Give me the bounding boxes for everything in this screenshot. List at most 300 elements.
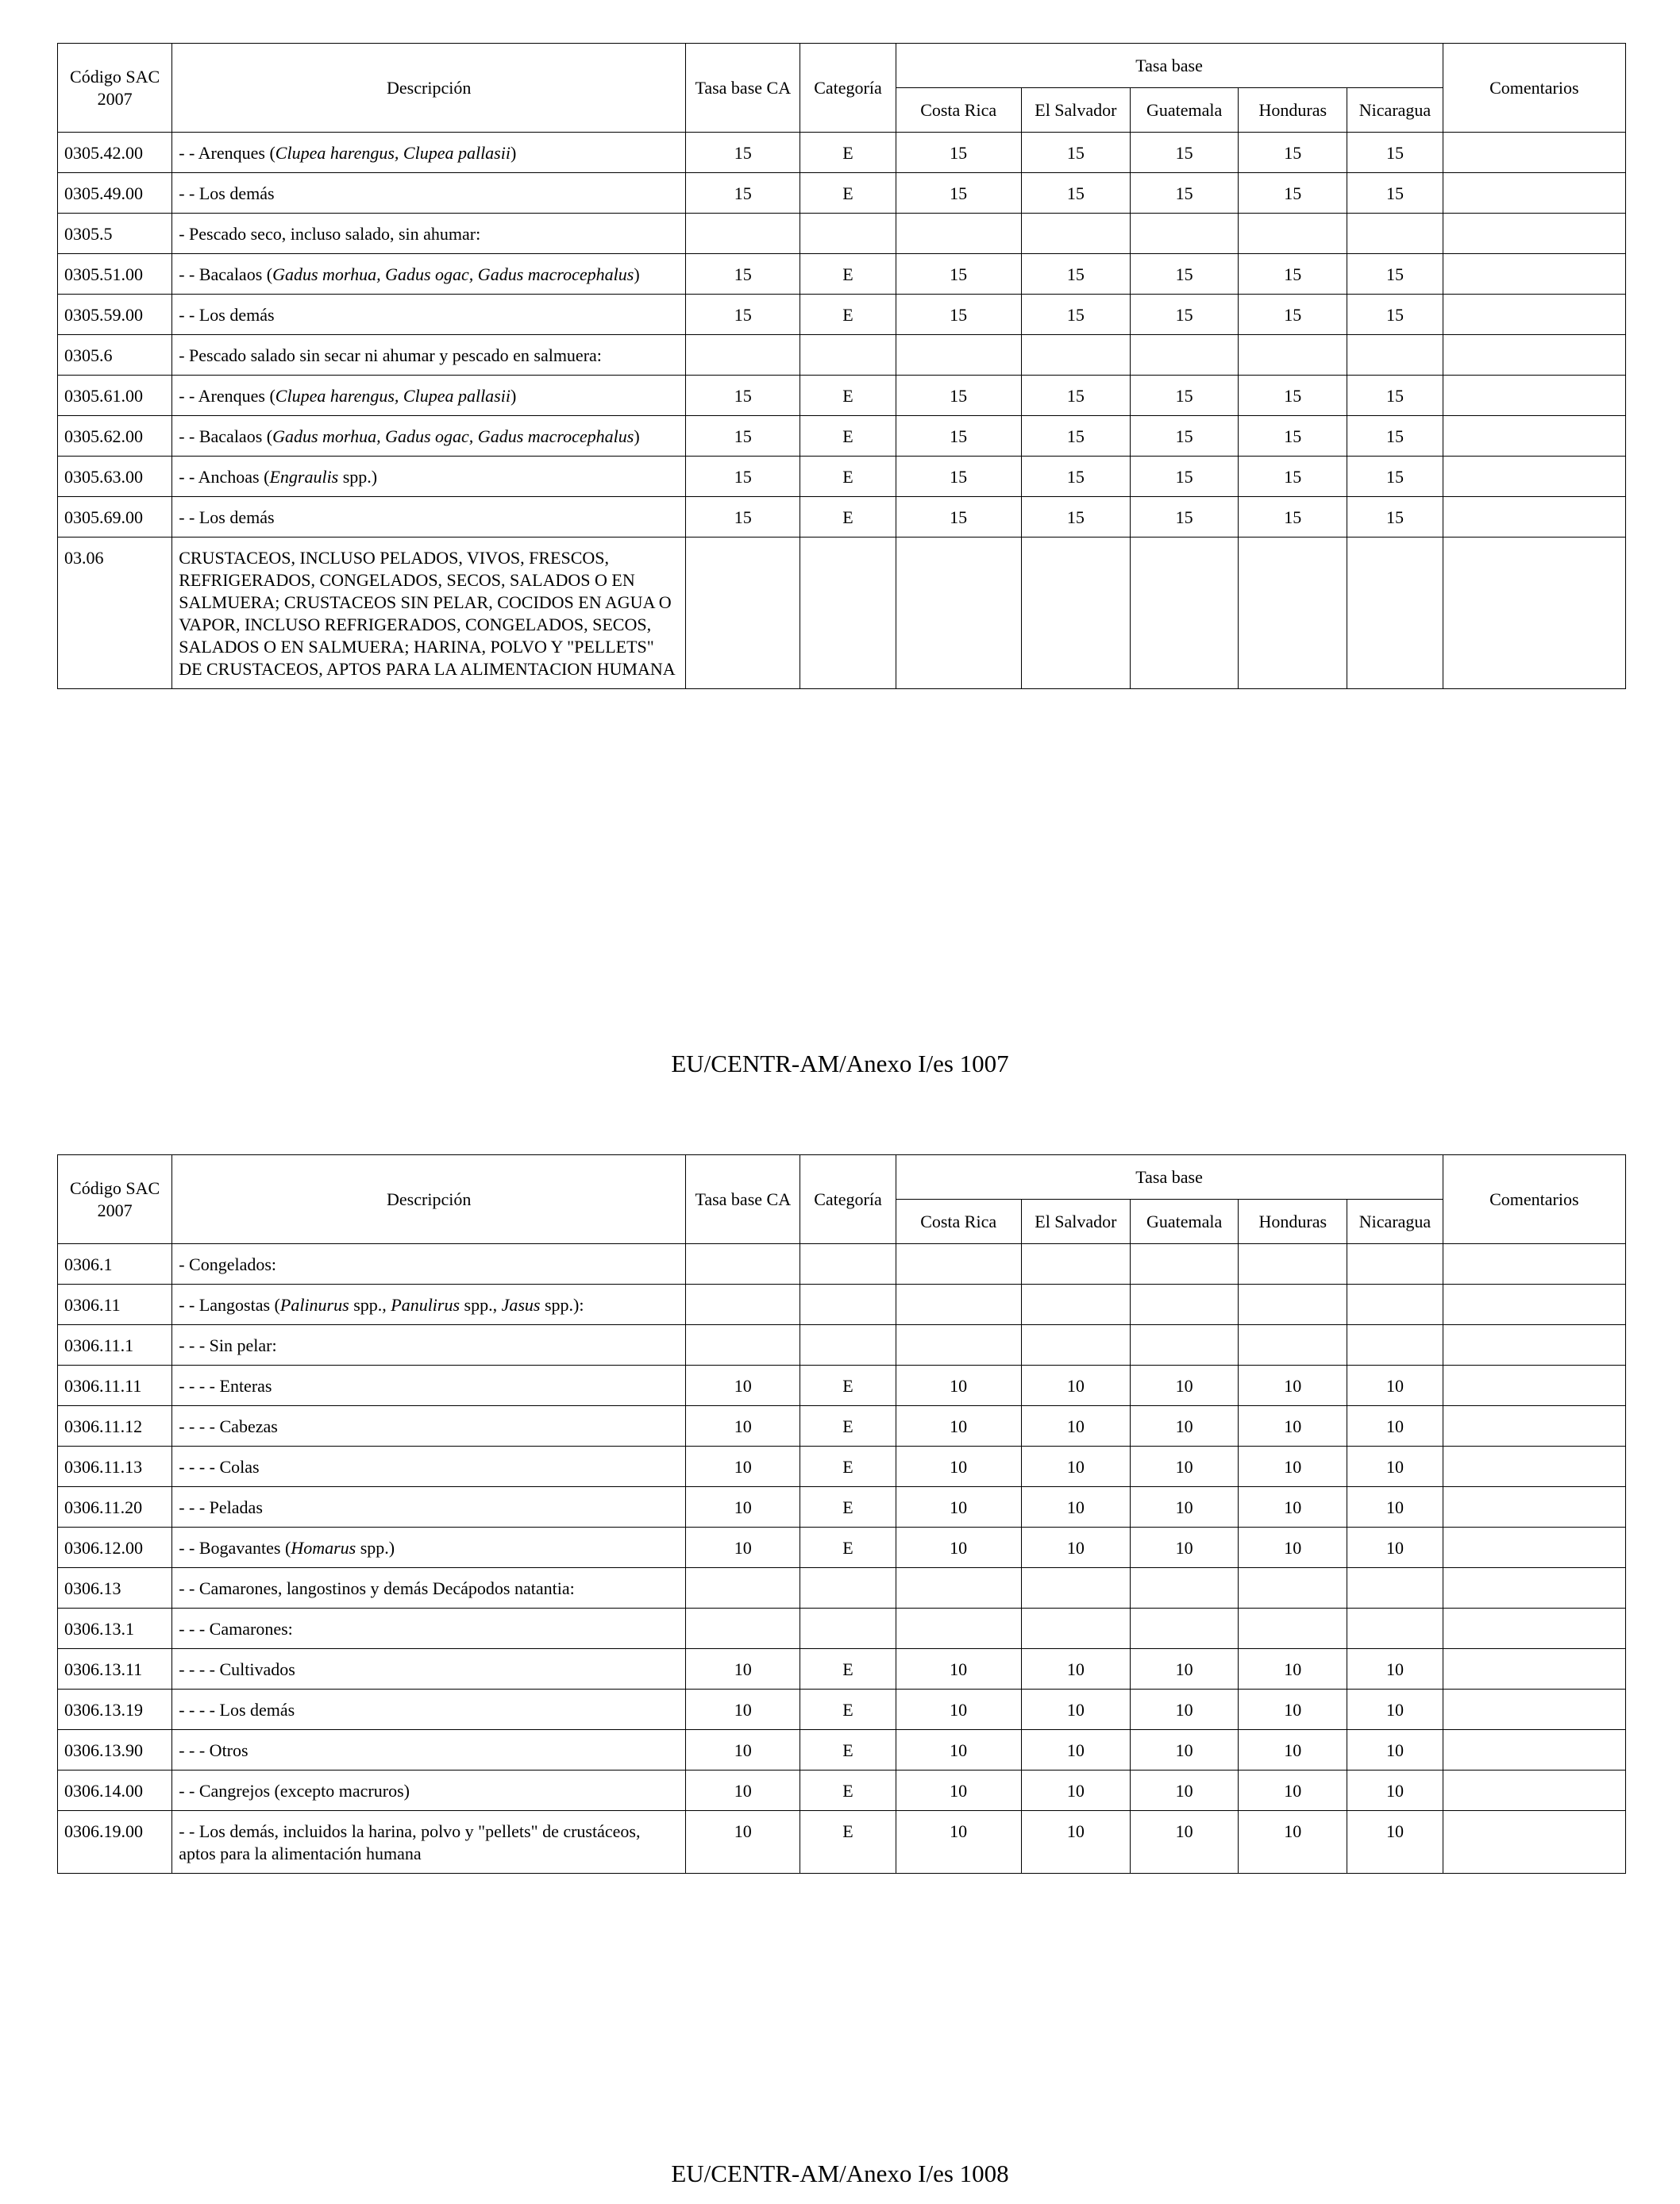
- table-row: [58, 416, 1626, 457]
- guatemala-cell: [1130, 214, 1238, 254]
- code-cell: 0306.13.11: [58, 1649, 172, 1690]
- description-cell: [172, 1649, 686, 1690]
- honduras-cell: 15: [1239, 376, 1347, 416]
- costa-rica-cell: [896, 214, 1021, 254]
- honduras-cell: [1239, 214, 1347, 254]
- el-salvador-cell: 10: [1021, 1487, 1130, 1528]
- category-cell: E: [800, 1528, 896, 1568]
- header-code: Código SAC 2007: [58, 44, 172, 133]
- el-salvador-cell: 15: [1021, 133, 1130, 173]
- description-text: - - Anchoas (: [179, 467, 270, 487]
- code-cell: 0305.61.00: [58, 376, 172, 416]
- category-cell: [800, 1568, 896, 1609]
- table-row: [58, 1771, 1626, 1811]
- nicaragua-cell: 10: [1347, 1690, 1443, 1730]
- table-row: [58, 1366, 1626, 1406]
- base-rate-ca-cell: 10: [686, 1406, 800, 1447]
- category-cell: E: [800, 254, 896, 295]
- comments-cell: [1443, 1325, 1625, 1366]
- costa-rica-cell: 10: [896, 1730, 1021, 1771]
- category-cell: E: [800, 295, 896, 335]
- scientific-name: Clupea harengus, Clupea pallasii: [275, 143, 511, 163]
- description-text: - Pescado salado sin secar ni ahumar y pescado en salmuera:: [179, 345, 602, 365]
- description-text: - - Camarones, langostinos y demás Decápodos natantia:: [179, 1578, 575, 1598]
- honduras-cell: 10: [1239, 1366, 1347, 1406]
- honduras-cell: 10: [1239, 1690, 1347, 1730]
- comments-cell: [1443, 1447, 1625, 1487]
- page-footer-2: EU/CENTR-AM/Anexo I/es 1008: [671, 2160, 1009, 2187]
- base-rate-ca-cell: 15: [686, 133, 800, 173]
- base-rate-ca-cell: 10: [686, 1690, 800, 1730]
- guatemala-cell: [1130, 1568, 1238, 1609]
- table-body: [58, 133, 1626, 689]
- el-salvador-cell: 10: [1021, 1771, 1130, 1811]
- guatemala-cell: 10: [1130, 1487, 1238, 1528]
- scientific-name: Gadus morhua, Gadus ogac, Gadus macrocephalus: [272, 426, 634, 446]
- description-text: - - Los demás: [179, 183, 275, 203]
- nicaragua-cell: 15: [1347, 416, 1443, 457]
- description-text: ): [510, 386, 517, 406]
- costa-rica-cell: [896, 1609, 1021, 1649]
- costa-rica-cell: 15: [896, 133, 1021, 173]
- scientific-name: Engraulis: [269, 467, 339, 487]
- honduras-cell: 10: [1239, 1528, 1347, 1568]
- comments-cell: [1443, 1649, 1625, 1690]
- description-text: - - Langostas (: [179, 1295, 280, 1315]
- code-cell: 0306.13.1: [58, 1609, 172, 1649]
- comments-cell: [1443, 254, 1625, 295]
- header-nicaragua: Nicaragua: [1347, 1200, 1443, 1244]
- nicaragua-cell: [1347, 335, 1443, 376]
- table-row: [58, 538, 1626, 689]
- header-comments: Comentarios: [1443, 1155, 1625, 1244]
- table-row: [58, 1690, 1626, 1730]
- code-cell: 0306.11.1: [58, 1325, 172, 1366]
- el-salvador-cell: [1021, 1325, 1130, 1366]
- table-row: [58, 1244, 1626, 1285]
- category-cell: [800, 1244, 896, 1285]
- description-text: - Pescado seco, incluso salado, sin ahumar:: [179, 224, 481, 244]
- honduras-cell: 15: [1239, 254, 1347, 295]
- header-base-rate: Tasa base: [896, 44, 1443, 88]
- base-rate-ca-cell: 10: [686, 1649, 800, 1690]
- nicaragua-cell: 10: [1347, 1771, 1443, 1811]
- description-text: - - Los demás: [179, 507, 275, 527]
- honduras-cell: [1239, 538, 1347, 689]
- el-salvador-cell: [1021, 1285, 1130, 1325]
- description-text: - - Cangrejos (excepto macruros): [179, 1781, 410, 1801]
- description-cell: [172, 1771, 686, 1811]
- guatemala-cell: 10: [1130, 1811, 1238, 1874]
- guatemala-cell: 15: [1130, 295, 1238, 335]
- base-rate-ca-cell: [686, 1568, 800, 1609]
- base-rate-ca-cell: [686, 1285, 800, 1325]
- base-rate-ca-cell: 15: [686, 376, 800, 416]
- tariff-table-2: [57, 1154, 1626, 1874]
- category-cell: E: [800, 457, 896, 497]
- description-text: - - - - Cultivados: [179, 1659, 295, 1679]
- nicaragua-cell: [1347, 1568, 1443, 1609]
- nicaragua-cell: [1347, 538, 1443, 689]
- honduras-cell: [1239, 335, 1347, 376]
- el-salvador-cell: 10: [1021, 1447, 1130, 1487]
- comments-cell: [1443, 1285, 1625, 1325]
- el-salvador-cell: [1021, 335, 1130, 376]
- header-comments: Comentarios: [1443, 44, 1625, 133]
- code-cell: 0305.51.00: [58, 254, 172, 295]
- nicaragua-cell: 10: [1347, 1649, 1443, 1690]
- description-cell: [172, 1366, 686, 1406]
- description-text: - - Los demás, incluidos la harina, polvo y "pellets" de crustáceos, aptos para la alimentación humana: [179, 1821, 641, 1863]
- el-salvador-cell: [1021, 1244, 1130, 1285]
- guatemala-cell: 10: [1130, 1649, 1238, 1690]
- description-text: - - Bacalaos (: [179, 264, 273, 284]
- category-cell: [800, 1609, 896, 1649]
- el-salvador-cell: 10: [1021, 1366, 1130, 1406]
- scientific-name: Gadus morhua, Gadus ogac, Gadus macrocephalus: [272, 264, 634, 284]
- nicaragua-cell: 15: [1347, 133, 1443, 173]
- description-cell: [172, 1325, 686, 1366]
- description-text: - - - Peladas: [179, 1497, 263, 1517]
- comments-cell: [1443, 1487, 1625, 1528]
- table-row: [58, 1649, 1626, 1690]
- el-salvador-cell: 15: [1021, 497, 1130, 538]
- guatemala-cell: [1130, 538, 1238, 689]
- el-salvador-cell: [1021, 214, 1130, 254]
- comments-cell: [1443, 1366, 1625, 1406]
- category-cell: E: [800, 1487, 896, 1528]
- costa-rica-cell: 10: [896, 1487, 1021, 1528]
- table-row: [58, 335, 1626, 376]
- description-text: - - Bacalaos (: [179, 426, 273, 446]
- scientific-name: Palinurus: [279, 1295, 349, 1315]
- table-row: [58, 1609, 1626, 1649]
- guatemala-cell: 15: [1130, 173, 1238, 214]
- guatemala-cell: 15: [1130, 254, 1238, 295]
- category-cell: [800, 1325, 896, 1366]
- description-text: - - - Camarones:: [179, 1619, 293, 1639]
- table-row: [58, 254, 1626, 295]
- honduras-cell: [1239, 1609, 1347, 1649]
- header-base-rate-ca: Tasa base CA: [686, 1155, 800, 1244]
- guatemala-cell: [1130, 335, 1238, 376]
- honduras-cell: 10: [1239, 1811, 1347, 1874]
- guatemala-cell: 15: [1130, 497, 1238, 538]
- category-cell: E: [800, 1730, 896, 1771]
- honduras-cell: [1239, 1568, 1347, 1609]
- guatemala-cell: 15: [1130, 457, 1238, 497]
- nicaragua-cell: 15: [1347, 376, 1443, 416]
- category-cell: E: [800, 173, 896, 214]
- table-row: [58, 1325, 1626, 1366]
- base-rate-ca-cell: 15: [686, 497, 800, 538]
- description-cell: [172, 497, 686, 538]
- description-cell: [172, 254, 686, 295]
- category-cell: [800, 214, 896, 254]
- table-row: [58, 1811, 1626, 1874]
- category-cell: [800, 335, 896, 376]
- category-cell: [800, 1285, 896, 1325]
- table-row: [58, 1406, 1626, 1447]
- comments-cell: [1443, 1730, 1625, 1771]
- description-text: spp.):: [540, 1295, 584, 1315]
- description-cell: [172, 1568, 686, 1609]
- comments-cell: [1443, 133, 1625, 173]
- base-rate-ca-cell: 10: [686, 1771, 800, 1811]
- header-costa-rica: Costa Rica: [896, 1200, 1021, 1244]
- costa-rica-cell: 15: [896, 376, 1021, 416]
- header-honduras: Honduras: [1239, 88, 1347, 133]
- costa-rica-cell: 15: [896, 416, 1021, 457]
- comments-cell: [1443, 1244, 1625, 1285]
- table-row: [58, 1447, 1626, 1487]
- nicaragua-cell: [1347, 1609, 1443, 1649]
- comments-cell: [1443, 1568, 1625, 1609]
- table-row: [58, 1487, 1626, 1528]
- description-text: spp.): [356, 1538, 395, 1558]
- costa-rica-cell: 15: [896, 295, 1021, 335]
- table-row: [58, 1285, 1626, 1325]
- code-cell: 0305.5: [58, 214, 172, 254]
- el-salvador-cell: 15: [1021, 457, 1130, 497]
- description-text: - - Los demás: [179, 305, 275, 325]
- costa-rica-cell: 10: [896, 1771, 1021, 1811]
- base-rate-ca-cell: [686, 214, 800, 254]
- costa-rica-cell: 15: [896, 457, 1021, 497]
- description-cell: [172, 295, 686, 335]
- category-cell: E: [800, 1447, 896, 1487]
- el-salvador-cell: 15: [1021, 376, 1130, 416]
- scientific-name: Homarus: [291, 1538, 356, 1558]
- description-text: - - - - Los demás: [179, 1700, 295, 1720]
- description-text: spp.,: [460, 1295, 502, 1315]
- guatemala-cell: 15: [1130, 416, 1238, 457]
- costa-rica-cell: 15: [896, 173, 1021, 214]
- nicaragua-cell: [1347, 1325, 1443, 1366]
- honduras-cell: 10: [1239, 1447, 1347, 1487]
- category-cell: E: [800, 1366, 896, 1406]
- base-rate-ca-cell: 15: [686, 254, 800, 295]
- header-category: Categoría: [800, 1155, 896, 1244]
- code-cell: 0306.11.20: [58, 1487, 172, 1528]
- nicaragua-cell: 10: [1347, 1487, 1443, 1528]
- description-text: spp.,: [349, 1295, 391, 1315]
- base-rate-ca-cell: 10: [686, 1730, 800, 1771]
- description-text: - - - Sin pelar:: [179, 1335, 277, 1355]
- description-text: CRUSTACEOS, INCLUSO PELADOS, VIVOS, FRESCOS, REFRIGERADOS, CONGELADOS, SECOS, SALADOS O EN SALMUERA; CRUSTACEOS SIN PELAR, COCIDOS EN AGUA O VAPOR, INCLUSO REFRIGERADOS, CONGELADOS, SECOS, SALADOS O EN SALMUERA; HARINA, POLVO Y "PELLETS" DE CRUSTACEOS, APTOS PARA LA ALIMENTACION HUMANA: [179, 548, 676, 679]
- el-salvador-cell: [1021, 1568, 1130, 1609]
- costa-rica-cell: 10: [896, 1811, 1021, 1874]
- description-cell: [172, 1609, 686, 1649]
- guatemala-cell: [1130, 1609, 1238, 1649]
- base-rate-ca-cell: 10: [686, 1487, 800, 1528]
- costa-rica-cell: 10: [896, 1528, 1021, 1568]
- nicaragua-cell: 10: [1347, 1366, 1443, 1406]
- costa-rica-cell: 10: [896, 1690, 1021, 1730]
- nicaragua-cell: 15: [1347, 295, 1443, 335]
- comments-cell: [1443, 214, 1625, 254]
- category-cell: E: [800, 1690, 896, 1730]
- honduras-cell: 10: [1239, 1649, 1347, 1690]
- description-text: - - Bogavantes (: [179, 1538, 291, 1558]
- base-rate-ca-cell: [686, 1244, 800, 1285]
- guatemala-cell: 10: [1130, 1406, 1238, 1447]
- base-rate-ca-cell: 10: [686, 1811, 800, 1874]
- header-category: Categoría: [800, 44, 896, 133]
- description-cell: [172, 538, 686, 689]
- el-salvador-cell: 15: [1021, 295, 1130, 335]
- code-cell: 0306.13: [58, 1568, 172, 1609]
- description-cell: [172, 1447, 686, 1487]
- nicaragua-cell: 10: [1347, 1730, 1443, 1771]
- code-cell: 0305.63.00: [58, 457, 172, 497]
- el-salvador-cell: 10: [1021, 1730, 1130, 1771]
- code-cell: 0306.11.11: [58, 1366, 172, 1406]
- description-cell: [172, 214, 686, 254]
- description-cell: [172, 1811, 686, 1874]
- costa-rica-cell: [896, 1568, 1021, 1609]
- description-cell: [172, 457, 686, 497]
- costa-rica-cell: 15: [896, 497, 1021, 538]
- honduras-cell: 10: [1239, 1487, 1347, 1528]
- header-code: Código SAC 2007: [58, 1155, 172, 1244]
- comments-cell: [1443, 416, 1625, 457]
- page-footer-1: EU/CENTR-AM/Anexo I/es 1007: [671, 1050, 1009, 1077]
- header-guatemala: Guatemala: [1130, 1200, 1238, 1244]
- code-cell: 0305.6: [58, 335, 172, 376]
- category-cell: E: [800, 133, 896, 173]
- guatemala-cell: 10: [1130, 1730, 1238, 1771]
- guatemala-cell: [1130, 1325, 1238, 1366]
- el-salvador-cell: 10: [1021, 1406, 1130, 1447]
- description-text: - - Arenques (: [179, 143, 276, 163]
- costa-rica-cell: [896, 1285, 1021, 1325]
- costa-rica-cell: 15: [896, 254, 1021, 295]
- code-cell: 0306.14.00: [58, 1771, 172, 1811]
- category-cell: [800, 538, 896, 689]
- honduras-cell: 15: [1239, 133, 1347, 173]
- nicaragua-cell: 10: [1347, 1811, 1443, 1874]
- table-row: [58, 295, 1626, 335]
- header-base-rate-ca: Tasa base CA: [686, 44, 800, 133]
- description-text: - - - - Colas: [179, 1457, 260, 1477]
- base-rate-ca-cell: 15: [686, 416, 800, 457]
- base-rate-ca-cell: 15: [686, 295, 800, 335]
- table-row: [58, 497, 1626, 538]
- description-cell: [172, 1244, 686, 1285]
- description-cell: [172, 416, 686, 457]
- code-cell: 0306.13.90: [58, 1730, 172, 1771]
- nicaragua-cell: 15: [1347, 173, 1443, 214]
- scientific-name: Clupea harengus, Clupea pallasii: [275, 386, 511, 406]
- guatemala-cell: 15: [1130, 376, 1238, 416]
- honduras-cell: 10: [1239, 1730, 1347, 1771]
- description-text: - - Arenques (: [179, 386, 276, 406]
- description-text: ): [510, 143, 517, 163]
- header-base-rate: Tasa base: [896, 1155, 1443, 1200]
- guatemala-cell: 10: [1130, 1366, 1238, 1406]
- description-cell: [172, 376, 686, 416]
- header-el-salvador: El Salvador: [1021, 1200, 1130, 1244]
- table-row: [58, 133, 1626, 173]
- scientific-name: Jasus: [501, 1295, 541, 1315]
- comments-cell: [1443, 497, 1625, 538]
- costa-rica-cell: 10: [896, 1447, 1021, 1487]
- code-cell: 0305.42.00: [58, 133, 172, 173]
- description-cell: [172, 335, 686, 376]
- comments-cell: [1443, 1771, 1625, 1811]
- comments-cell: [1443, 295, 1625, 335]
- scientific-name: Panulirus: [391, 1295, 460, 1315]
- honduras-cell: 15: [1239, 497, 1347, 538]
- description-text: ): [634, 264, 640, 284]
- el-salvador-cell: 15: [1021, 254, 1130, 295]
- guatemala-cell: 10: [1130, 1528, 1238, 1568]
- header-description: Descripción: [172, 1155, 686, 1244]
- el-salvador-cell: 10: [1021, 1649, 1130, 1690]
- category-cell: E: [800, 416, 896, 457]
- base-rate-ca-cell: [686, 538, 800, 689]
- description-cell: [172, 1690, 686, 1730]
- code-cell: 0305.69.00: [58, 497, 172, 538]
- code-cell: 0305.59.00: [58, 295, 172, 335]
- code-cell: 0306.1: [58, 1244, 172, 1285]
- honduras-cell: 15: [1239, 416, 1347, 457]
- description-text: - Congelados:: [179, 1254, 277, 1274]
- code-cell: 0306.11.13: [58, 1447, 172, 1487]
- base-rate-ca-cell: 15: [686, 173, 800, 214]
- nicaragua-cell: 10: [1347, 1528, 1443, 1568]
- table-row: [58, 457, 1626, 497]
- table-body: [58, 1244, 1626, 1874]
- costa-rica-cell: [896, 335, 1021, 376]
- header-guatemala: Guatemala: [1130, 88, 1238, 133]
- nicaragua-cell: [1347, 214, 1443, 254]
- el-salvador-cell: 10: [1021, 1811, 1130, 1874]
- nicaragua-cell: [1347, 1244, 1443, 1285]
- category-cell: E: [800, 1811, 896, 1874]
- description-cell: [172, 1730, 686, 1771]
- code-cell: 0305.62.00: [58, 416, 172, 457]
- el-salvador-cell: 10: [1021, 1690, 1130, 1730]
- honduras-cell: 15: [1239, 457, 1347, 497]
- code-cell: 0306.13.19: [58, 1690, 172, 1730]
- description-text: - - - - Enteras: [179, 1376, 272, 1396]
- category-cell: E: [800, 1406, 896, 1447]
- guatemala-cell: [1130, 1244, 1238, 1285]
- comments-cell: [1443, 1690, 1625, 1730]
- category-cell: E: [800, 497, 896, 538]
- nicaragua-cell: 15: [1347, 254, 1443, 295]
- nicaragua-cell: 10: [1347, 1447, 1443, 1487]
- description-cell: [172, 133, 686, 173]
- table-row: [58, 1730, 1626, 1771]
- header-description: Descripción: [172, 44, 686, 133]
- code-cell: 0306.11.12: [58, 1406, 172, 1447]
- comments-cell: [1443, 376, 1625, 416]
- description-cell: [172, 1285, 686, 1325]
- tariff-table-1: [57, 43, 1626, 689]
- description-cell: [172, 1487, 686, 1528]
- header-el-salvador: El Salvador: [1021, 88, 1130, 133]
- guatemala-cell: 10: [1130, 1690, 1238, 1730]
- header-nicaragua: Nicaragua: [1347, 88, 1443, 133]
- costa-rica-cell: 10: [896, 1366, 1021, 1406]
- code-cell: 0305.49.00: [58, 173, 172, 214]
- comments-cell: [1443, 538, 1625, 689]
- category-cell: E: [800, 1649, 896, 1690]
- honduras-cell: 10: [1239, 1406, 1347, 1447]
